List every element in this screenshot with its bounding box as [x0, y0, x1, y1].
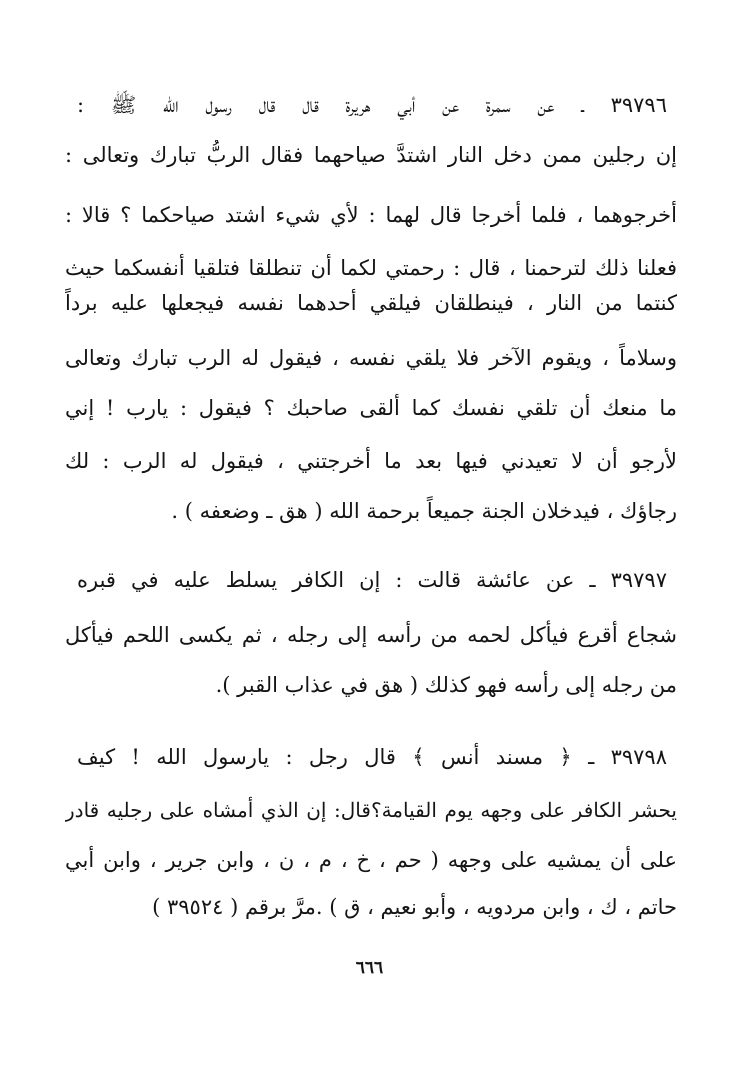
text-line: يحشر الكافر على وجهه يوم القيامة؟قال: إن الذي أمشاه على رجليه قادر — [65, 798, 677, 822]
text-line: ٣٩٧٩٨ ـ ﴿ مسند أنس ﴾ قال رجل : يارسول الله ! كيف — [77, 745, 667, 769]
text-line: كنتما من النار ، فينطلقان فيلقي أحدهما نفسه فيجعلها عليه برداً — [65, 291, 677, 315]
page-number: ٦٦٦ — [355, 958, 384, 978]
text-line: وسلاماً ، ويقوم الآخر فلا يلقي نفسه ، فيقول له الرب تبارك وتعالى — [65, 346, 677, 370]
text-line: ٣٩٧٩٦ ـ عن سمرة عن أبي هريرة قال قال رسول الله ﷺ : — [77, 93, 667, 117]
text-line: حاتم ، ك ، وابن مردويه ، وأبو نعيم ، ق ) .مرَّ برقم ( ٣٩٥٢٤ ) — [152, 895, 677, 919]
text-line: ما منعك أن تلقي نفسك كما ألقى صاحبك ؟ فيقول : يارب ! إني — [65, 396, 677, 420]
text-line: أخرجوهما ، فلما أخرجا قال لهما : لأي شيء اشتد صياحكما ؟ قالا : — [65, 203, 677, 227]
text-line: من رجله إلى رأسه فهو كذلك ( هق في عذاب القبر ). — [215, 673, 677, 697]
text-line: ٣٩٧٩٧ ـ عن عائشة قالت : إن الكافر يسلط عليه في قبره — [77, 568, 667, 592]
text-line: على أن يمشيه على وجهه ( حم ، خ ، م ، ن ، وابن جرير ، وابن أبي — [65, 848, 677, 872]
text-line: رجاؤك ، فيدخلان الجنة جميعاً برحمة الله ( هق ـ وضعفه ) . — [171, 499, 677, 523]
text-line: لأرجو أن لا تعيدني فيها بعد ما أخرجتني ، فيقول له الرب : لك — [65, 449, 677, 473]
text-line: شجاع أقرع فيأكل لحمه من رأسه إلى رجله ، ثم يكسى اللحم فيأكل — [65, 623, 677, 647]
text-line: فعلنا ذلك لترحمنا ، قال : رحمتي لكما أن تنطلقا فتلقيا أنفسكما حيث — [65, 256, 677, 280]
text-line: إن رجلين ممن دخل النار اشتدَّ صياحهما فقال الربُّ تبارك وتعالى : — [65, 143, 677, 167]
